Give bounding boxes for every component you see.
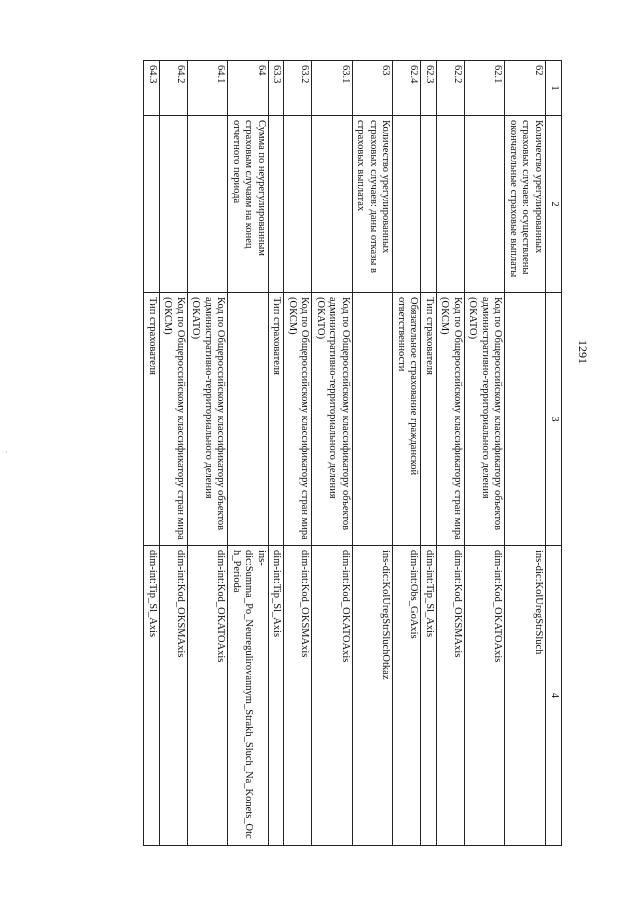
table-header-row	[546, 61, 562, 846]
row-number-cell: 64.3	[144, 61, 160, 116]
dimension-cell: Код по Общероссийскому классификатору стран мира (ОКСМ)	[160, 293, 188, 546]
table-row	[188, 61, 229, 846]
element-code-cell: dim-int:Kod_OKSMAxis	[160, 546, 188, 846]
indicator-name-cell	[437, 116, 465, 293]
rotated-page-content	[57, 60, 562, 845]
table-row	[284, 61, 312, 846]
dimension-cell: Код по Общероссийскому классификатору объектов административно-территориального деления (ОКАТО)	[465, 293, 506, 546]
column-header: 1	[546, 61, 562, 116]
table-row	[421, 61, 437, 846]
row-number-cell: 64.1	[188, 61, 229, 116]
dimension-cell	[228, 293, 269, 546]
element-code-cell: dim-int:Tip_Sl_Axis	[144, 546, 160, 846]
dimension-cell: Тип страхователя	[269, 293, 285, 546]
indicator-name-cell	[269, 116, 285, 293]
indicator-name-cell: Сумма по неурегулированным страховым случаям на конец отчетного периода	[228, 116, 269, 293]
dimension-cell: Код по Общероссийскому классификатору стран мира (ОКСМ)	[284, 293, 312, 546]
column-header: 2	[546, 116, 562, 293]
dimension-cell: Тип страхователя	[421, 293, 437, 546]
dimension-cell	[505, 293, 546, 546]
dimension-cell: Код по Общероссийскому классификатору стран мира (ОКСМ)	[437, 293, 465, 546]
element-code-cell: dim-int:Kod_OKATOAxis	[312, 546, 353, 846]
indicator-name-cell	[312, 116, 353, 293]
table-row	[465, 61, 506, 846]
table-row	[437, 61, 465, 846]
dimension-cell: Обязательное страхование гражданской ответственности	[393, 293, 421, 546]
dimension-cell: Код по Общероссийскому классификатору объектов административно-территориального деления (ОКАТО)	[188, 293, 229, 546]
column-header: 3	[546, 293, 562, 546]
row-number-cell: 63	[353, 61, 394, 116]
table-row	[228, 61, 269, 846]
row-number-cell: 62.1	[465, 61, 506, 116]
element-code-cell: ins-dic:KolUregStrSluchOtkaz	[353, 546, 394, 846]
indicator-name-cell	[160, 116, 188, 293]
row-number-cell: 63.2	[284, 61, 312, 116]
element-code-cell: dim-int:Obs_GoAxis	[393, 546, 421, 846]
dimension-cell: Тип страхователя	[144, 293, 160, 546]
row-number-cell: 62.3	[421, 61, 437, 116]
table-row	[353, 61, 394, 846]
column-header: 4	[546, 546, 562, 846]
attribute-table	[144, 60, 563, 846]
row-number-cell: 64.2	[160, 61, 188, 116]
indicator-name-cell	[188, 116, 229, 293]
row-number-cell: 62	[505, 61, 546, 116]
table-body	[144, 61, 546, 846]
table-row	[505, 61, 546, 846]
element-code-cell: dim-int:Kod_OKATOAxis	[188, 546, 229, 846]
element-code-cell: dim-int:Tip_Sl_Axis	[421, 546, 437, 846]
table-row	[144, 61, 160, 846]
indicator-name-cell: Количество урегулированных страховых случаев: даны отказы в страховых выплатах	[353, 116, 394, 293]
dimension-cell: Код по Общероссийскому классификатору объектов административно-территориального деления (ОКАТО)	[312, 293, 353, 546]
element-code-cell: dim-int:Kod_OKSMAxis	[437, 546, 465, 846]
element-code-cell: ins-dic:Summa_Po_Neuregulirovannym_Strakh_Sluch_Na_Konets_Otch_Perioda	[228, 546, 269, 846]
table-row	[269, 61, 285, 846]
row-number-cell: 62.2	[437, 61, 465, 116]
table-row	[312, 61, 353, 846]
indicator-name-cell	[144, 116, 160, 293]
row-number-cell: 64	[228, 61, 269, 116]
row-number-cell: 63.1	[312, 61, 353, 116]
element-code-cell: dim-int:Tip_Sl_Axis	[269, 546, 285, 846]
indicator-name-cell	[393, 116, 421, 293]
indicator-name-cell: Количество урегулированных страховых случаев: осуществлены окончательные страховые выплаты	[505, 116, 546, 293]
indicator-name-cell	[284, 116, 312, 293]
row-number-cell: 63.3	[269, 61, 285, 116]
margin-mark: ·	[5, 448, 8, 457]
indicator-name-cell	[421, 116, 437, 293]
table-row	[160, 61, 188, 846]
element-code-cell: dim-int:Kod_OKSMAxis	[284, 546, 312, 846]
element-code-cell: ins-dic:KolUregStrSluch	[505, 546, 546, 846]
element-code-cell: dim-int:Kod_OKATOAxis	[465, 546, 506, 846]
dimension-cell	[353, 293, 394, 546]
row-number-cell: 62.4	[393, 61, 421, 116]
table-row	[393, 61, 421, 846]
page-number: 1291	[576, 340, 590, 364]
indicator-name-cell	[465, 116, 506, 293]
